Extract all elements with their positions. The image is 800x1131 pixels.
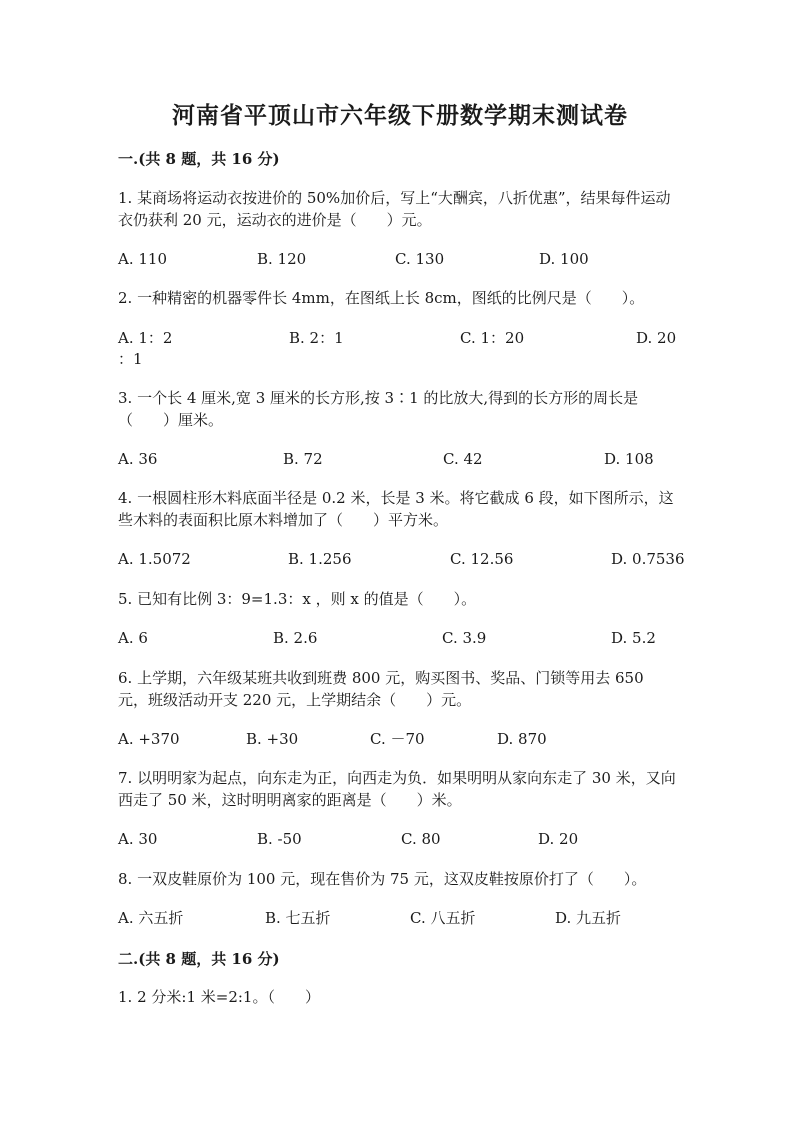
options-q2 — [118, 327, 678, 349]
option-b: B. 2：1 — [289, 329, 344, 347]
option-b: B. -50 — [257, 830, 302, 848]
option-a: A. +370 — [118, 730, 180, 748]
option-d: D. 5.2 — [611, 629, 656, 647]
option-d: D. 870 — [497, 730, 547, 748]
question-7: 7. 以明明家为起点，向东走为正，向西走为负．如果明明从家向东走了 30 米，又向西走了 50 米，这时明明离家的距离是（ ）米。 — [118, 769, 676, 809]
option-a: A. 110 — [118, 250, 167, 268]
option-c: C. 80 — [401, 830, 441, 848]
option-a: A. 6 — [118, 629, 148, 647]
option-a: A. 1.5072 — [118, 550, 191, 568]
section-heading-2: 二.(共 8 题，共 16 分) — [118, 950, 280, 968]
section-heading-1: 一.(共 8 题，共 16 分) — [118, 150, 280, 168]
question-1: 1. 某商场将运动衣按进价的 50%加价后，写上“大酬宾，八折优惠”，结果每件运动衣仍获利 20 元，运动衣的进价是（ ）元。 — [118, 189, 671, 229]
option-d: D. 0.7536 — [611, 550, 685, 568]
options-q5 — [118, 627, 678, 649]
options-q2-wrap — [118, 348, 678, 370]
option-b: B. 1.256 — [288, 550, 352, 568]
option-d: D. 100 — [539, 250, 589, 268]
options-q7 — [118, 828, 678, 850]
option-b: B. 2.6 — [273, 629, 318, 647]
option-c: C. 12.56 — [450, 550, 514, 568]
option-d: D. 九五折 — [555, 909, 622, 927]
page-title: 河南省平顶山市六年级下册数学期末测试卷 — [172, 102, 628, 129]
option-b: B. +30 — [246, 730, 299, 748]
question-8: 8. 一双皮鞋原价为 100 元，现在售价为 75 元，这双皮鞋按原价打了（ ）。 — [118, 870, 647, 888]
option-c: C. 八五折 — [410, 909, 476, 927]
option-d-continued: ：1 — [118, 350, 143, 368]
options-q1 — [118, 248, 678, 270]
option-c: C. 130 — [395, 250, 445, 268]
question-6: 6. 上学期，六年级某班共收到班费 800 元，购买图书、奖品、门锁等用去 650 元，班级活动开支 220 元，上学期结余（ ）元。 — [118, 669, 644, 709]
option-b: B. 120 — [257, 250, 307, 268]
option-a: A. 1：2 — [118, 329, 173, 347]
options-q4 — [118, 548, 685, 570]
options-q6 — [118, 728, 678, 750]
option-d: D. 20 — [636, 329, 677, 347]
option-c: C. 1：20 — [460, 329, 525, 347]
options-q3 — [118, 448, 678, 470]
option-a: A. 六五折 — [118, 909, 184, 927]
question-4: 4. 一根圆柱形木料底面半径是 0.2 米，长是 3 米。将它截成 6 段，如下图所示，这些木料的表面积比原木料增加了（ ）平方米。 — [118, 489, 674, 529]
option-d: D. 20 — [538, 830, 579, 848]
question-5: 5. 已知有比例 3：9=1.3：x ，则 x 的值是（ ）。 — [118, 590, 477, 608]
options-q8 — [118, 907, 678, 929]
option-b: B. 72 — [283, 450, 323, 468]
option-a: A. 30 — [118, 830, 158, 848]
option-c: C. 42 — [443, 450, 483, 468]
option-b: B. 七五折 — [265, 909, 331, 927]
question-true-false-1: 1. 2 分米:1 米=2:1。（ ） — [118, 988, 320, 1006]
option-c: C. －70 — [370, 730, 425, 748]
option-d: D. 108 — [604, 450, 654, 468]
option-a: A. 36 — [118, 450, 158, 468]
question-3: 3. 一个长 4 厘米,宽 3 厘米的长方形,按 3∶1 的比放大,得到的长方形的周长是（ ）厘米。 — [118, 389, 639, 429]
question-2: 2. 一种精密的机器零件长 4mm，在图纸上长 8cm，图纸的比例尺是（ ）。 — [118, 289, 645, 307]
option-c: C. 3.9 — [442, 629, 487, 647]
